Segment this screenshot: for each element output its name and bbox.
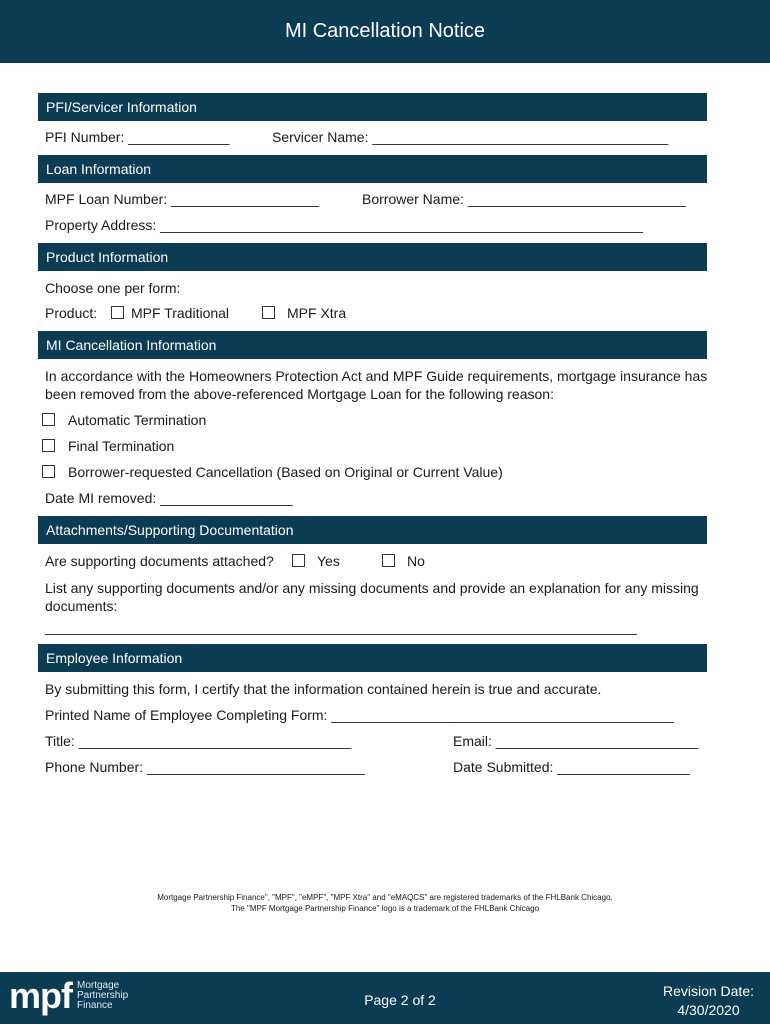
final-termination-label: Final Termination bbox=[68, 438, 175, 454]
trademark-line: Mortgage Partnership Finance", "MPF", "eMPF", "MPF Xtra" and "eMAQCS" are registered trademarks of the FHLBank Chicago. bbox=[157, 893, 613, 902]
page-title: MI Cancellation Notice bbox=[284, 20, 486, 42]
date-mi-removed-field[interactable]: Date MI removed: _________________ bbox=[45, 490, 293, 506]
borrower-requested-label: Borrower-requested Cancellation (Based on Original or Current Value) bbox=[68, 464, 503, 480]
section-header-attachments bbox=[38, 516, 707, 544]
mi-intro-line: In accordance with the Homeowners Protection Act and MPF Guide requirements, mortgage insurance has bbox=[45, 368, 708, 384]
section-title: Attachments/Supporting Documentation bbox=[46, 522, 294, 538]
attached-no-checkbox[interactable] bbox=[382, 554, 395, 567]
supporting-documents-instruction bbox=[45, 579, 710, 615]
choose-instruction: Choose one per form: bbox=[45, 280, 181, 296]
revision-date bbox=[663, 982, 754, 1020]
title-field[interactable]: Title: ___________________________________ bbox=[45, 733, 352, 749]
trademark-notice bbox=[0, 892, 770, 914]
mpf-logo: mpf bbox=[9, 975, 72, 1016]
section-title: MI Cancellation Information bbox=[46, 337, 217, 353]
loan-number-field[interactable]: MPF Loan Number: ___________________ bbox=[45, 191, 319, 207]
attached-no-label: No bbox=[407, 553, 425, 569]
attached-yes-checkbox[interactable] bbox=[292, 554, 305, 567]
product-label: Product: bbox=[45, 305, 98, 321]
mpf-traditional-checkbox[interactable] bbox=[111, 306, 124, 319]
supporting-documents-field[interactable]: ____________________________________________________________________________ bbox=[45, 619, 637, 635]
section-title: Product Information bbox=[46, 249, 169, 265]
mi-intro-line: been removed from the above-referenced Mortgage Loan for the following reason: bbox=[45, 386, 554, 402]
revision-value: 4/30/2020 bbox=[677, 1002, 740, 1018]
borrower-requested-checkbox[interactable] bbox=[42, 465, 55, 478]
mi-intro-text bbox=[45, 367, 710, 403]
servicer-name-field[interactable]: Servicer Name: ______________________________________ bbox=[272, 129, 669, 145]
mpf-xtra-label: MPF Xtra bbox=[287, 305, 347, 321]
borrower-name-field[interactable]: Borrower Name: ____________________________ bbox=[362, 191, 686, 207]
section-title: Loan Information bbox=[46, 161, 152, 177]
logo-text-line: Mortgage bbox=[77, 980, 120, 991]
section-title: Employee Information bbox=[46, 650, 183, 666]
section-header-product bbox=[38, 243, 707, 271]
section-header-mi bbox=[38, 331, 707, 359]
pfi-number-field[interactable]: PFI Number: _____________ bbox=[45, 129, 230, 145]
final-termination-checkbox[interactable] bbox=[42, 439, 55, 452]
section-header-employee bbox=[38, 644, 707, 672]
page-footer bbox=[0, 972, 770, 1024]
instruction-line: List any supporting documents and/or any missing documents and provide an explanation for any missing bbox=[45, 580, 699, 596]
logo-text-line: Finance bbox=[77, 1000, 113, 1011]
attached-yes-label: Yes bbox=[317, 553, 340, 569]
page-header bbox=[0, 0, 770, 63]
mpf-xtra-checkbox[interactable] bbox=[262, 306, 275, 319]
phone-number-field[interactable]: Phone Number: ____________________________ bbox=[45, 759, 365, 775]
printed-name-field[interactable]: Printed Name of Employee Completing Form: ____________________________________________ bbox=[45, 707, 674, 723]
instruction-line: documents: bbox=[45, 598, 118, 614]
section-header-pfi bbox=[38, 93, 707, 121]
certification-statement: By submitting this form, I certify that the information contained herein is true and accurate. bbox=[45, 681, 602, 697]
section-title: PFI/Servicer Information bbox=[46, 99, 197, 115]
property-address-field[interactable]: Property Address: ______________________________________________________________ bbox=[45, 217, 643, 233]
trademark-line: The "MPF Mortgage Partnership Finance" logo is a trademark of the FHLBank Chicago bbox=[230, 904, 540, 913]
revision-label: Revision Date: bbox=[662, 983, 754, 999]
date-submitted-field[interactable]: Date Submitted: _________________ bbox=[453, 759, 690, 775]
section-header-loan bbox=[38, 155, 707, 183]
automatic-termination-checkbox[interactable] bbox=[42, 413, 55, 426]
email-field[interactable]: Email: __________________________ bbox=[453, 733, 699, 749]
page-number: Page 2 of 2 bbox=[364, 992, 436, 1008]
documents-attached-question: Are supporting documents attached? bbox=[45, 553, 274, 569]
automatic-termination-label: Automatic Termination bbox=[68, 412, 207, 428]
logo-text-line: Partnership bbox=[77, 990, 129, 1001]
mpf-traditional-label: MPF Traditional bbox=[131, 305, 230, 321]
